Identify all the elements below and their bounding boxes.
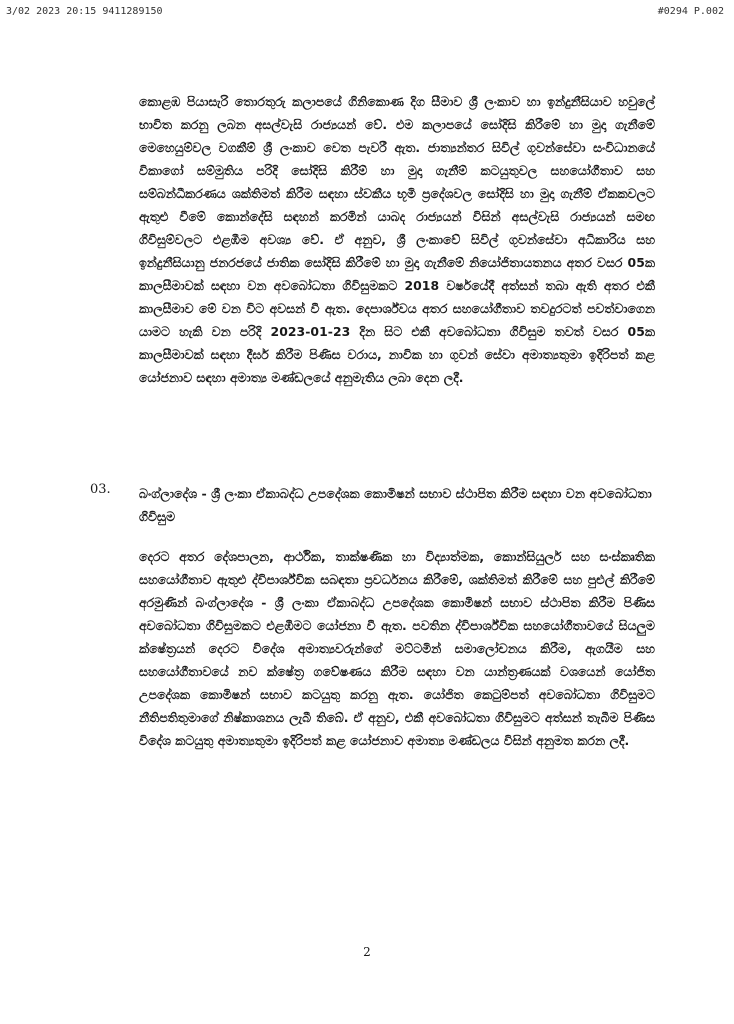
- item-number: 03.: [90, 482, 111, 497]
- item-heading: බංග්ලාදේශ - ශ්‍රී ලංකා ඒකාබද්ධ උපදේශක කොමිෂන් සභාව ස්ථාපිත කිරීම සඳහා වන අවබෝධතා ගිවිසුම: [139, 486, 652, 524]
- fax-header-page-ref: #0294 P.002: [657, 6, 724, 17]
- fax-header: [6, 6, 724, 17]
- decision-paragraph-continued: කොළඹ පියාසැරි තොරතුරු කලාපයේ ගිනිකොණ දිග සීමාව ශ්‍රී ලංකාව හා ඉන්දුනීසියාව හවුලේ භාවිත කරනු ලබන අසල්වැසි රාජ්‍යයන් වේ. එම කලාපයේ සෝදිසි කිරීමේ හා මුදා ගැනීමේ මෙහෙයුම්වල වගකීම් ශ්‍රී ලංකාව වෙත පැවරී ඇත. ජාත්‍යන්තර සිවිල් ගුවන්සේවා සංවිධානයේ විකාගෝ සම්මුතිය පරිදි සෝදිසි කිරීම් හා මුදා ගැනීම් කටයුතුවල සහයෝගීතාව සහ සම්බන්ධීකරණය ශක්තිමත් කිරීම සඳහා ස්වකීය භූමි ප්‍රදේශවල සෝදිසි හා මුදා ගැනීම් ඒකකවලට ඇතුළු වීමේ කොන්දේසි සඳහන් කරමින් යාබද රාජ්‍යයන් විසින් අසල්වැසි රාජ්‍යයන් සමඟ ගිවිසුම්වලට එළඹීම අවශ්‍ය වේ. ඒ අනුව, ශ්‍රී ලංකාවේ සිවිල් ගුවන්සේවා අධිකාරිය සහ ඉන්දුනීසියානු ජනරජයේ ජාතික සෝදිසි කිරීමේ හා මුදා ගැනීමේ නියෝජිතායතනය අතර වසර 05ක කාලසීමාවක් සඳහා වන අවබෝධතා ගිවිසුමකට 2018 වර්ෂයේදී අත්සන් තබා ඇති අතර එකී කාලසීමාව මේ වන විට අවසන් වී ඇත. දෙපාර්ශ්වය අතර සහයෝගීතාව තවදුරටත් පවත්වාගෙන යාමට හැකි වන පරිදි 2023-01-23 දින සිට එකී අවබෝධතා ගිවිසුම තවත් වසර 05ක කාලසීමාවක් සඳහා දීර්ඝ කිරීම පිණිස වරාය, නාවික හා ගුවන් සේවා අමාත්‍යතුමා ඉදිරිපත් කළ යෝජනාව සඳහා අමාත්‍ය මණ්ඩලයේ අනුමැතිය ලබා දෙන ලදී.: [139, 94, 655, 385]
- item-body-paragraph: දෙරට අතර දේශපාලන, ආර්ථික, තාක්ෂණික හා විද්‍යාත්මක, කොන්සියුලර් සහ සංස්කෘතික සහයෝගීතාව ඇතුළු ද්විපාර්ශ්වික සබඳතා ප්‍රවර්ධනය කිරීමේ, ශක්තිමත් කිරීමේ සහ පුළුල් කිරීමේ අරමුණින් බංග්ලාදේශ - ශ්‍රී ලංකා ඒකාබද්ධ උපදේශක කොමිෂන් සභාව ස්ථාපිත කිරීම පිණිස අවබෝධතා ගිවිසුමකට එළඹීමට යෝජනා වී ඇත. පවතින ද්විපාර්ශ්වික සහයෝගීතාවයේ සියලුම ක්ෂේත්‍රයන් දෙරට විදේශ අමාත්‍යවරුන්ගේ මට්ටමින් සමාලෝචනය කිරීම, ඇගයීම සහ සහයෝගීතාවයේ නව ක්ෂේත්‍ර ගවේෂණය කිරීම සඳහා වන යාන්ත්‍රණයක් වශයෙන් යෝජිත උපදේශක කොමිෂන් සභාව කටයුතු කරනු ඇත. යෝජිත කෙටුම්පත් අවබෝධතා ගිවිසුමට නීතිපතිතුමාගේ නිෂ්කාශනය ලැබී තිබේ. ඒ අනුව, එකී අවබෝධතා ගිවිසුමට අත්සන් තැබීම පිණිස විදේශ කටයුතු අමාත්‍යතුමා ඉදිරිපත් කළ යෝජනාව අමාත්‍ය මණ්ඩලය විසින් අනුමත කරන ලදී.: [139, 549, 655, 748]
- page-number: 2: [363, 945, 371, 959]
- fax-header-timestamp: 3/02 2023 20:15 9411289150: [6, 6, 163, 17]
